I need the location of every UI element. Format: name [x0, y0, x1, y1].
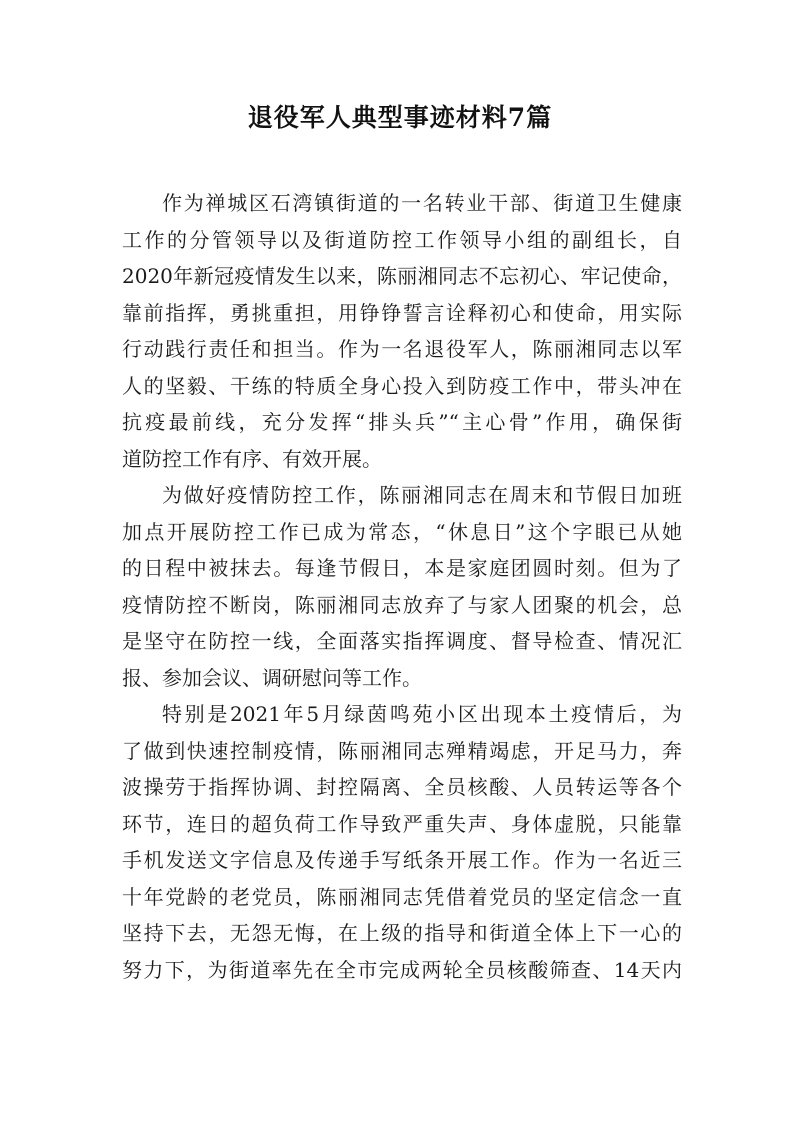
text-line: 努力下，为街道率先在全市完成两轮全员核酸筛查、14天内 — [122, 957, 682, 982]
text-line: 抗疫最前线，充分发挥“排头兵”“主心骨”作用，确保街 — [122, 410, 682, 434]
document-body — [122, 185, 682, 988]
text-line: 十年党龄的老党员，陈丽湘同志凭借着党员的坚定信念一直 — [122, 884, 682, 909]
text-line: 坚持下去，无怨无悔，在上级的指导和街道全体上下一心的 — [122, 921, 682, 945]
text-line: 环节，连日的超负荷工作导致严重失声、身体虚脱，只能靠 — [122, 811, 682, 836]
text-line: 疫情防控不断岗，陈丽湘同志放弃了与家人团聚的机会，总 — [122, 592, 682, 617]
text-line: 报、参加会议、调研慰问等工作。 — [122, 665, 422, 690]
text-line: 行动践行责任和担当。作为一名退役军人，陈丽湘同志以军 — [122, 337, 682, 361]
text-line: 手机发送文字信息及传递手写纸条开展工作。作为一名近三 — [122, 848, 682, 872]
document-title: 退役军人典型事迹材料7篇 — [247, 103, 553, 132]
text-line: 是坚守在防控一线，全面落实指挥调度、督导检查、情况汇 — [122, 629, 682, 653]
paragraph-2 — [122, 477, 682, 696]
text-line: 作为禅城区石湾镇街道的一名转业干部、街道卫生健康 — [162, 191, 682, 215]
paragraph-1 — [122, 185, 682, 477]
text-line: 人的坚毅、干练的特质全身心投入到防疫工作中，带头冲在 — [122, 373, 682, 398]
text-line: 的日程中被抹去。每逢节假日，本是家庭团圆时刻。但为了 — [122, 556, 682, 580]
text-line: 2020年新冠疫情发生以来，陈丽湘同志不忘初心、牢记使命， — [122, 264, 682, 288]
paragraph-3 — [122, 696, 682, 988]
text-line: 加点开展防控工作已成为常态，“休息日”这个字眼已从她 — [122, 519, 682, 544]
text-line: 特别是2021年5月绿茵鸣苑小区出现本土疫情后，为 — [162, 702, 682, 726]
text-line: 道防控工作有序、有效开展。 — [122, 446, 382, 471]
text-line: 为做好疫情防控工作，陈丽湘同志在周末和节假日加班 — [162, 483, 682, 507]
text-line: 靠前指挥，勇挑重担，用铮铮誓言诠释初心和使命，用实际 — [122, 300, 682, 325]
text-line: 工作的分管领导以及街道防控工作领导小组的副组长，自 — [122, 227, 682, 252]
text-line: 波操劳于指挥协调、封控隔离、全员核酸、人员转运等各个 — [122, 775, 682, 799]
text-line: 了做到快速控制疫情，陈丽湘同志殚精竭虑，开足马力，奔 — [122, 738, 682, 763]
